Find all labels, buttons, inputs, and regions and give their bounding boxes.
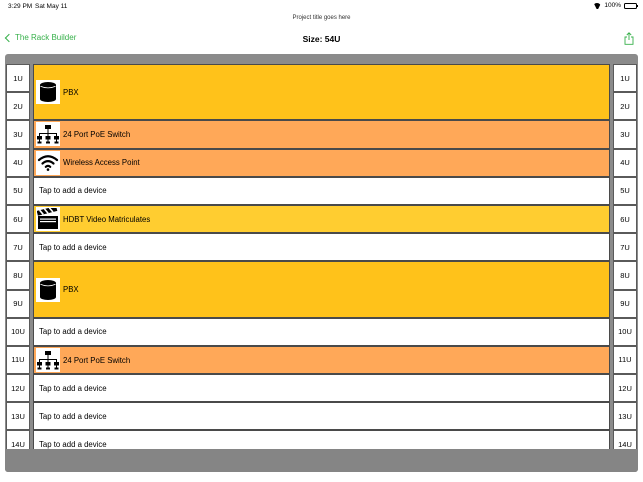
device-name: Wireless Access Point xyxy=(63,158,140,168)
unit-label: 14U xyxy=(6,430,30,449)
network-switch-icon xyxy=(36,348,60,372)
rack-frame xyxy=(5,54,638,472)
empty-slot[interactable] xyxy=(33,374,610,402)
device-slot[interactable] xyxy=(33,120,610,148)
rack-top-rail xyxy=(5,54,638,64)
unit-label: 2U xyxy=(613,92,637,120)
status-time: 3:29 PM xyxy=(8,3,33,10)
unit-label: 9U xyxy=(613,290,637,318)
unit-labels-left xyxy=(6,64,30,449)
device-slot[interactable] xyxy=(33,64,610,120)
status-date: Sat May 11 xyxy=(35,3,68,10)
network-switch-icon xyxy=(36,122,60,146)
page-title: Size: 54U xyxy=(302,34,341,44)
wifi-status-icon xyxy=(593,3,601,9)
navigation-bar xyxy=(0,30,643,50)
unit-label: 7U xyxy=(6,233,30,261)
device-slots xyxy=(33,64,610,449)
device-name: PBX xyxy=(63,285,79,295)
unit-label: 11U xyxy=(613,346,637,374)
status-bar xyxy=(0,0,643,12)
back-button-label: The Rack Builder xyxy=(15,33,77,42)
unit-label: 10U xyxy=(613,318,637,346)
device-name: HDBT Video Matriculates xyxy=(63,214,151,224)
unit-label: 3U xyxy=(613,120,637,148)
unit-label: 13U xyxy=(613,402,637,430)
device-name: PBX xyxy=(63,87,79,97)
unit-label: 7U xyxy=(613,233,637,261)
clapperboard-icon xyxy=(36,207,60,231)
unit-label: 11U xyxy=(6,346,30,374)
add-device-label: Tap to add a device xyxy=(39,440,107,449)
add-device-label: Tap to add a device xyxy=(39,186,107,196)
unit-label: 6U xyxy=(613,205,637,233)
share-icon[interactable] xyxy=(624,32,634,45)
unit-label: 3U xyxy=(6,120,30,148)
rack-rows[interactable] xyxy=(5,64,638,449)
empty-slot[interactable] xyxy=(33,430,610,449)
empty-slot[interactable] xyxy=(33,318,610,346)
unit-label: 14U xyxy=(613,430,637,449)
wifi-icon xyxy=(36,151,60,175)
unit-label: 10U xyxy=(6,318,30,346)
device-name: 24 Port PoE Switch xyxy=(63,355,131,365)
empty-slot[interactable] xyxy=(33,402,610,430)
server-cylinder-icon xyxy=(36,80,60,104)
battery-percent: 100% xyxy=(604,2,621,9)
device-slot[interactable] xyxy=(33,261,610,317)
project-title[interactable]: Project title goes here xyxy=(292,15,351,21)
unit-label: 4U xyxy=(613,149,637,177)
add-device-label: Tap to add a device xyxy=(39,327,107,337)
add-device-label: Tap to add a device xyxy=(39,411,107,421)
unit-label: 13U xyxy=(6,402,30,430)
unit-label: 8U xyxy=(613,261,637,289)
unit-label: 5U xyxy=(613,177,637,205)
server-cylinder-icon xyxy=(36,278,60,302)
status-indicators xyxy=(593,2,637,9)
unit-label: 5U xyxy=(6,177,30,205)
empty-slot[interactable] xyxy=(33,177,610,205)
add-device-label: Tap to add a device xyxy=(39,383,107,393)
device-slot[interactable] xyxy=(33,149,610,177)
unit-label: 8U xyxy=(6,261,30,289)
unit-label: 6U xyxy=(6,205,30,233)
empty-slot[interactable] xyxy=(33,233,610,261)
unit-label: 2U xyxy=(6,92,30,120)
unit-label: 12U xyxy=(613,374,637,402)
unit-label: 1U xyxy=(613,64,637,92)
unit-label: 4U xyxy=(6,149,30,177)
unit-label: 9U xyxy=(6,290,30,318)
add-device-label: Tap to add a device xyxy=(39,242,107,252)
device-name: 24 Port PoE Switch xyxy=(63,129,131,139)
battery-icon xyxy=(624,3,637,9)
device-slot[interactable] xyxy=(33,346,610,374)
unit-label: 1U xyxy=(6,64,30,92)
rack-bottom-rail xyxy=(5,449,638,472)
device-slot[interactable] xyxy=(33,205,610,233)
unit-label: 12U xyxy=(6,374,30,402)
unit-labels-right xyxy=(613,64,637,449)
